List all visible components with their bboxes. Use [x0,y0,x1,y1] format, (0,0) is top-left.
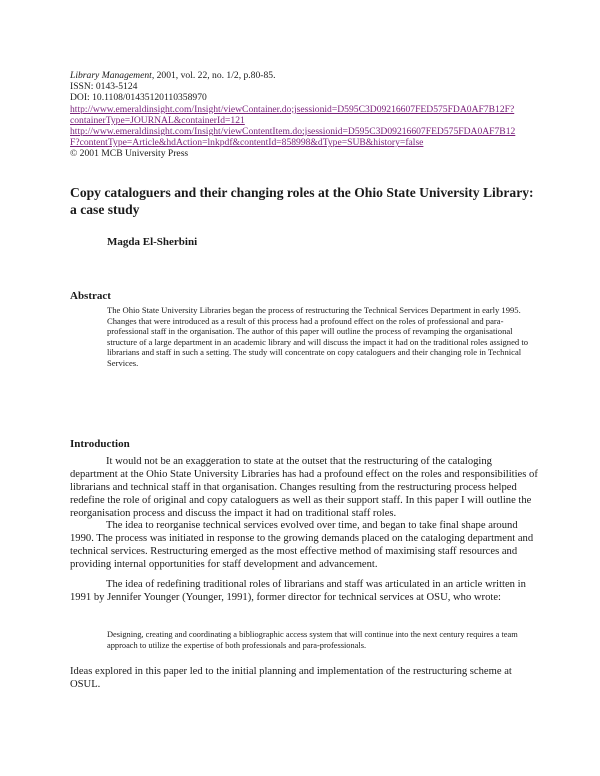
citation-block [70,70,570,160]
journal-link-line2[interactable]: containerType=JOURNAL&containerId=121 [70,114,245,126]
abstract-text: The Ohio State University Libraries began the process of restructuring the Technical Services Department in early 1995. Changes that were introduced as a result of this process had a profound effect on the roles of professional and para-professional staff in the organisation. The author of this paper will outline the process of revamping the organisational structure of a large department in an academic library and will discuss the impact it had on the traditional roles assigned to librarians and staff in such a setting. The study will concentrate on copy cataloguers and their changing role in Technical Services. [107,305,529,368]
intro-paragraph-4: Ideas explored in this paper led to the initial planning and implementation of the restructuring scheme at OSUL. [70,666,512,690]
intro-paragraph-2: The idea to reorganise technical services evolved over time, and began to take final shape around 1990. The process was initiated in response to the growing demands placed on the cataloging department and technical services. Restructuring emerged as the most effective method of maximising staff resources and providing internal opportunities for staff development and advancement. [70,520,534,570]
introduction-heading: Introduction [70,438,130,450]
article-link-line2[interactable]: F?contentType=Article&hdAction=lnkpdf&contentId=858998&dType=SUB&history=false [70,137,424,149]
article-link[interactable] [70,126,570,148]
copyright: © 2001 MCB University Press [70,148,189,160]
journal-link[interactable] [70,104,570,126]
article-link-line1[interactable]: http://www.emeraldinsight.com/Insight/viewContentItem.do;jsessionid=D595C3D09216607FED575FDA0AF7B12 [70,126,516,138]
intro-paragraph-3: The idea of redefining traditional roles of librarians and staff was articulated in an article written in 1991 by Jennifer Younger (Younger, 1991), former director for technical services at OSU, who wrote: [70,579,526,603]
doi: DOI: 10.1108/01435120110358970 [70,92,207,104]
citation-line [70,70,570,81]
intro-paragraph-1: It would not be an exaggeration to state at the outset that the restructuring of the cataloging department at the Ohio State University Libraries has had a profound effect on the roles and responsibilities of librarians and technical staff in that organisation. Changes resulting from the restructuring process helped redefine the role of original and copy cataloguers as well as their support staff. In this paper I will outline the reorganisation process and discuss the impact it had on traditional staff roles. [70,456,538,519]
article-title: Copy cataloguers and their changing roles at the Ohio State University Library: a case study [70,185,534,217]
author-name: Magda El-Sherbini [107,236,198,248]
journal-name: Library Management [70,70,152,81]
block-quote: Designing, creating and coordinating a bibliographic access system that will continue into the next century requires a team approach to utilize the expertise of both professionals and para-professionals. [107,630,518,650]
citation-details: , 2001, vol. 22, no. 1/2, p.80-85. [151,70,276,81]
issn: ISSN: 0143-5124 [70,81,138,93]
abstract-heading: Abstract [70,290,111,302]
journal-link-line1[interactable]: http://www.emeraldinsight.com/Insight/viewContainer.do;jsessionid=D595C3D09216607FED575FDA0AF7B12F? [70,103,515,115]
